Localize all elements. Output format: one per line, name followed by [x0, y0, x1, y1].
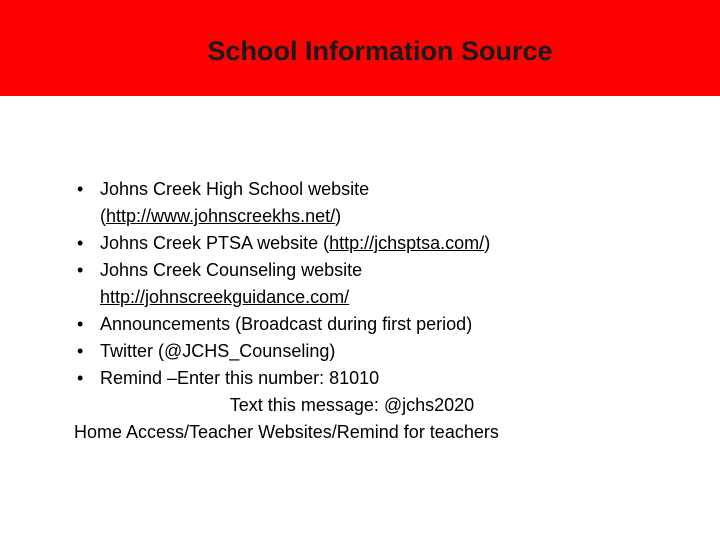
ptsa-website-link[interactable]: http://jchsptsa.com/: [329, 233, 485, 253]
bullet-marker: •: [77, 341, 84, 361]
list-item: [74, 338, 694, 365]
bullet-marker: •: [77, 368, 84, 388]
list-item: [74, 230, 694, 257]
bullet-list: [74, 176, 694, 392]
counseling-website-link[interactable]: http://johnscreekguidance.com/: [100, 287, 350, 307]
remind-message: Text this message: @jchs2020: [229, 395, 475, 415]
list-item-text: Remind –Enter this number: 81010: [100, 368, 380, 388]
list-item: [74, 365, 694, 392]
bullet-marker: •: [77, 233, 84, 253]
page-title: School Information Source: [207, 36, 553, 66]
text-before-link: Johns Creek PTSA website (: [100, 233, 330, 253]
list-item: [74, 311, 694, 338]
list-item: [74, 257, 694, 311]
list-item-link-line: [100, 284, 694, 311]
list-item-text: Johns Creek High School website: [100, 179, 370, 199]
bullet-marker: •: [77, 260, 84, 280]
bullet-marker: •: [77, 314, 84, 334]
link-prefix: (: [100, 206, 106, 226]
list-item: [74, 176, 694, 230]
list-item-text: Johns Creek Counseling website: [100, 260, 363, 280]
bullet-marker: •: [77, 179, 84, 199]
school-website-link[interactable]: http://www.johnscreekhs.net/: [106, 206, 336, 226]
list-item-text: [100, 230, 694, 257]
list-item-link-line: [100, 203, 694, 230]
list-item-text: Twitter (@JCHS_Counseling): [100, 341, 336, 361]
link-suffix: ): [335, 206, 342, 226]
footer-line: Home Access/Teacher Websites/Remind for teachers: [74, 422, 499, 442]
slide-content: [74, 176, 694, 446]
list-item-text: Announcements (Broadcast during first period): [100, 314, 473, 334]
text-after-link: ): [484, 233, 491, 253]
